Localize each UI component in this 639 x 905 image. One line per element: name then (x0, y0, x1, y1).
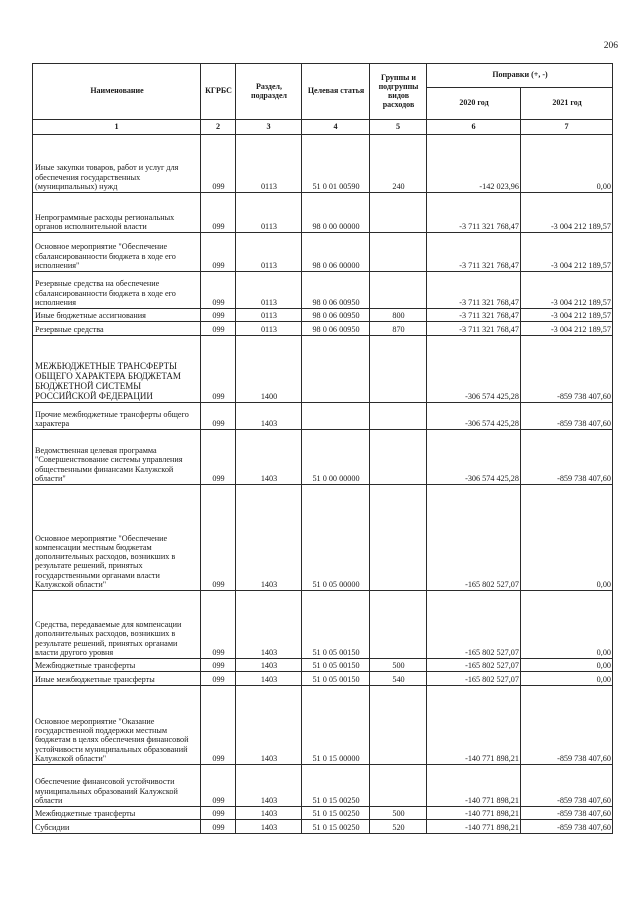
row-group: 520 (370, 820, 427, 834)
row-target: 98 0 00 00000 (302, 193, 370, 233)
row-section: 0113 (236, 193, 302, 233)
row-target: 51 0 05 00150 (302, 659, 370, 672)
row-section: 1403 (236, 659, 302, 672)
row-name: Субсидии (33, 820, 201, 834)
row-name: МЕЖБЮДЖЕТНЫЕ ТРАНСФЕРТЫ ОБЩЕГО ХАРАКТЕРА БЮДЖЕТАМ БЮДЖЕТНОЙ СИСТЕМЫ РОССИЙСКОЙ ФЕДЕРАЦИИ (33, 336, 201, 403)
row-target: 51 0 05 00150 (302, 591, 370, 659)
table-row (33, 591, 613, 659)
column-number: 6 (427, 120, 521, 135)
row-group (370, 403, 427, 430)
row-group (370, 272, 427, 309)
row-kgrbs: 099 (201, 272, 236, 309)
header-year-2020: 2020 год (427, 88, 521, 120)
row-section: 1403 (236, 820, 302, 834)
row-group: 800 (370, 309, 427, 322)
row-group (370, 193, 427, 233)
row-amount-2020: -306 574 425,28 (427, 403, 521, 430)
header-name: Наименование (33, 64, 201, 120)
row-name: Прочие межбюджетные трансферты общего характера (33, 403, 201, 430)
row-group (370, 765, 427, 807)
row-section: 0113 (236, 309, 302, 322)
row-name: Непрограммные расходы региональных органов исполнительной власти (33, 193, 201, 233)
header-section: Раздел, подраздел (236, 64, 302, 120)
row-section: 1403 (236, 485, 302, 591)
table-row (33, 820, 613, 834)
row-group (370, 485, 427, 591)
row-amount-2020: -140 771 898,21 (427, 807, 521, 820)
column-number: 1 (33, 120, 201, 135)
row-name: Основное мероприятие "Обеспечение компенсации местным бюджетам дополнительных расходов, возникших в результате решений, принятых государственными органами власти Калужской области" (33, 485, 201, 591)
row-kgrbs: 099 (201, 193, 236, 233)
row-section: 1403 (236, 430, 302, 485)
row-group: 240 (370, 135, 427, 193)
row-amount-2020: -3 711 321 768,47 (427, 233, 521, 272)
row-kgrbs: 099 (201, 820, 236, 834)
row-name: Межбюджетные трансферты (33, 659, 201, 672)
row-section: 1403 (236, 765, 302, 807)
row-target: 98 0 06 00950 (302, 322, 370, 336)
row-amount-2020: -306 574 425,28 (427, 336, 521, 403)
row-target: 98 0 06 00950 (302, 309, 370, 322)
row-kgrbs: 099 (201, 659, 236, 672)
row-amount-2021: -3 004 212 189,57 (521, 272, 613, 309)
row-section: 1403 (236, 591, 302, 659)
table-row (33, 272, 613, 309)
row-name: Основное мероприятие "Оказание государственной поддержки местным бюджетам в целях обеспечения финансовой устойчивости муниципальных образований Калужской области" (33, 686, 201, 765)
row-kgrbs: 099 (201, 485, 236, 591)
header-groups: Группы и подгруппы видов расходов (370, 64, 427, 120)
row-name: Иные бюджетные ассигнования (33, 309, 201, 322)
table-row (33, 135, 613, 193)
row-name: Межбюджетные трансферты (33, 807, 201, 820)
row-amount-2021: -3 004 212 189,57 (521, 233, 613, 272)
row-name: Обеспечение финансовой устойчивости муниципальных образований Калужской области (33, 765, 201, 807)
row-name: Ведомственная целевая программа "Совершенствование системы управления общественными финансами Калужской области" (33, 430, 201, 485)
row-amount-2021: -3 004 212 189,57 (521, 322, 613, 336)
row-target: 51 0 05 00000 (302, 485, 370, 591)
row-amount-2020: -142 023,96 (427, 135, 521, 193)
row-kgrbs: 099 (201, 233, 236, 272)
row-name: Резервные средства на обеспечение сбалансированности бюджета в ходе его исполнения (33, 272, 201, 309)
table-row (33, 403, 613, 430)
row-group (370, 430, 427, 485)
row-section: 0113 (236, 135, 302, 193)
row-section: 1403 (236, 686, 302, 765)
row-group: 500 (370, 659, 427, 672)
table-row (33, 672, 613, 686)
row-target: 51 0 00 00000 (302, 430, 370, 485)
row-kgrbs: 099 (201, 430, 236, 485)
row-target: 51 0 15 00250 (302, 807, 370, 820)
row-amount-2021: 0,00 (521, 591, 613, 659)
row-amount-2020: -3 711 321 768,47 (427, 309, 521, 322)
row-group (370, 233, 427, 272)
row-amount-2021: -859 738 407,60 (521, 765, 613, 807)
header-target: Целевая статья (302, 64, 370, 120)
column-number: 5 (370, 120, 427, 135)
row-kgrbs: 099 (201, 765, 236, 807)
row-name: Иные закупки товаров, работ и услуг для обеспечения государственных (муниципальных) нужд (33, 135, 201, 193)
row-amount-2020: -3 711 321 768,47 (427, 193, 521, 233)
row-kgrbs: 099 (201, 322, 236, 336)
row-section: 1400 (236, 336, 302, 403)
row-target: 51 0 01 00590 (302, 135, 370, 193)
table-row (33, 807, 613, 820)
page-number: 206 (603, 41, 618, 51)
row-amount-2021: 0,00 (521, 672, 613, 686)
row-group (370, 336, 427, 403)
table-row (33, 686, 613, 765)
row-target: 98 0 06 00000 (302, 233, 370, 272)
table-row (33, 336, 613, 403)
table-row (33, 430, 613, 485)
header-year-2021: 2021 год (521, 88, 613, 120)
table-row (33, 765, 613, 807)
row-amount-2021: -859 738 407,60 (521, 430, 613, 485)
row-group: 870 (370, 322, 427, 336)
row-amount-2020: -140 771 898,21 (427, 765, 521, 807)
row-amount-2021: -859 738 407,60 (521, 336, 613, 403)
row-amount-2021: -859 738 407,60 (521, 820, 613, 834)
row-amount-2021: -3 004 212 189,57 (521, 309, 613, 322)
row-kgrbs: 099 (201, 309, 236, 322)
row-section: 0113 (236, 322, 302, 336)
row-group: 500 (370, 807, 427, 820)
row-target (302, 403, 370, 430)
row-target: 51 0 15 00250 (302, 765, 370, 807)
header-kgrbs: КГРБС (201, 64, 236, 120)
row-section: 0113 (236, 272, 302, 309)
column-number: 4 (302, 120, 370, 135)
row-target: 51 0 15 00250 (302, 820, 370, 834)
row-kgrbs: 099 (201, 672, 236, 686)
column-number: 2 (201, 120, 236, 135)
row-section: 1403 (236, 807, 302, 820)
row-target: 51 0 05 00150 (302, 672, 370, 686)
row-amount-2020: -140 771 898,21 (427, 686, 521, 765)
table-row (33, 322, 613, 336)
row-amount-2020: -3 711 321 768,47 (427, 272, 521, 309)
table-row (33, 485, 613, 591)
table-row (33, 193, 613, 233)
row-section: 0113 (236, 233, 302, 272)
row-amount-2021: 0,00 (521, 659, 613, 672)
row-amount-2021: 0,00 (521, 485, 613, 591)
column-number: 7 (521, 120, 613, 135)
row-group (370, 591, 427, 659)
row-name: Основное мероприятие "Обеспечение сбалансированности бюджета в ходе его исполнения" (33, 233, 201, 272)
column-number: 3 (236, 120, 302, 135)
row-kgrbs: 099 (201, 135, 236, 193)
row-amount-2021: 0,00 (521, 135, 613, 193)
row-amount-2021: -3 004 212 189,57 (521, 193, 613, 233)
table-row (33, 309, 613, 322)
row-kgrbs: 099 (201, 807, 236, 820)
row-name: Средства, передаваемые для компенсации дополнительных расходов, возникших в результате решений, принятых органами власти другого уровня (33, 591, 201, 659)
row-section: 1403 (236, 672, 302, 686)
row-amount-2020: -165 802 527,07 (427, 591, 521, 659)
row-name: Иные межбюджетные трансферты (33, 672, 201, 686)
row-amount-2020: -3 711 321 768,47 (427, 322, 521, 336)
row-section: 1403 (236, 403, 302, 430)
table-row (33, 233, 613, 272)
column-numbers-row (33, 120, 613, 135)
row-kgrbs: 099 (201, 591, 236, 659)
row-amount-2020: -165 802 527,07 (427, 659, 521, 672)
row-name: Резервные средства (33, 322, 201, 336)
row-amount-2020: -165 802 527,07 (427, 672, 521, 686)
row-amount-2021: -859 738 407,60 (521, 686, 613, 765)
budget-amendments-table (32, 63, 613, 834)
row-target: 98 0 06 00950 (302, 272, 370, 309)
row-amount-2021: -859 738 407,60 (521, 807, 613, 820)
row-group (370, 686, 427, 765)
row-kgrbs: 099 (201, 686, 236, 765)
row-target (302, 336, 370, 403)
row-kgrbs: 099 (201, 336, 236, 403)
row-target: 51 0 15 00000 (302, 686, 370, 765)
header-amendments: Поправки (+, -) (427, 64, 613, 88)
row-kgrbs: 099 (201, 403, 236, 430)
row-amount-2021: -859 738 407,60 (521, 403, 613, 430)
row-amount-2020: -306 574 425,28 (427, 430, 521, 485)
row-amount-2020: -165 802 527,07 (427, 485, 521, 591)
row-amount-2020: -140 771 898,21 (427, 820, 521, 834)
table-row (33, 659, 613, 672)
row-group: 540 (370, 672, 427, 686)
